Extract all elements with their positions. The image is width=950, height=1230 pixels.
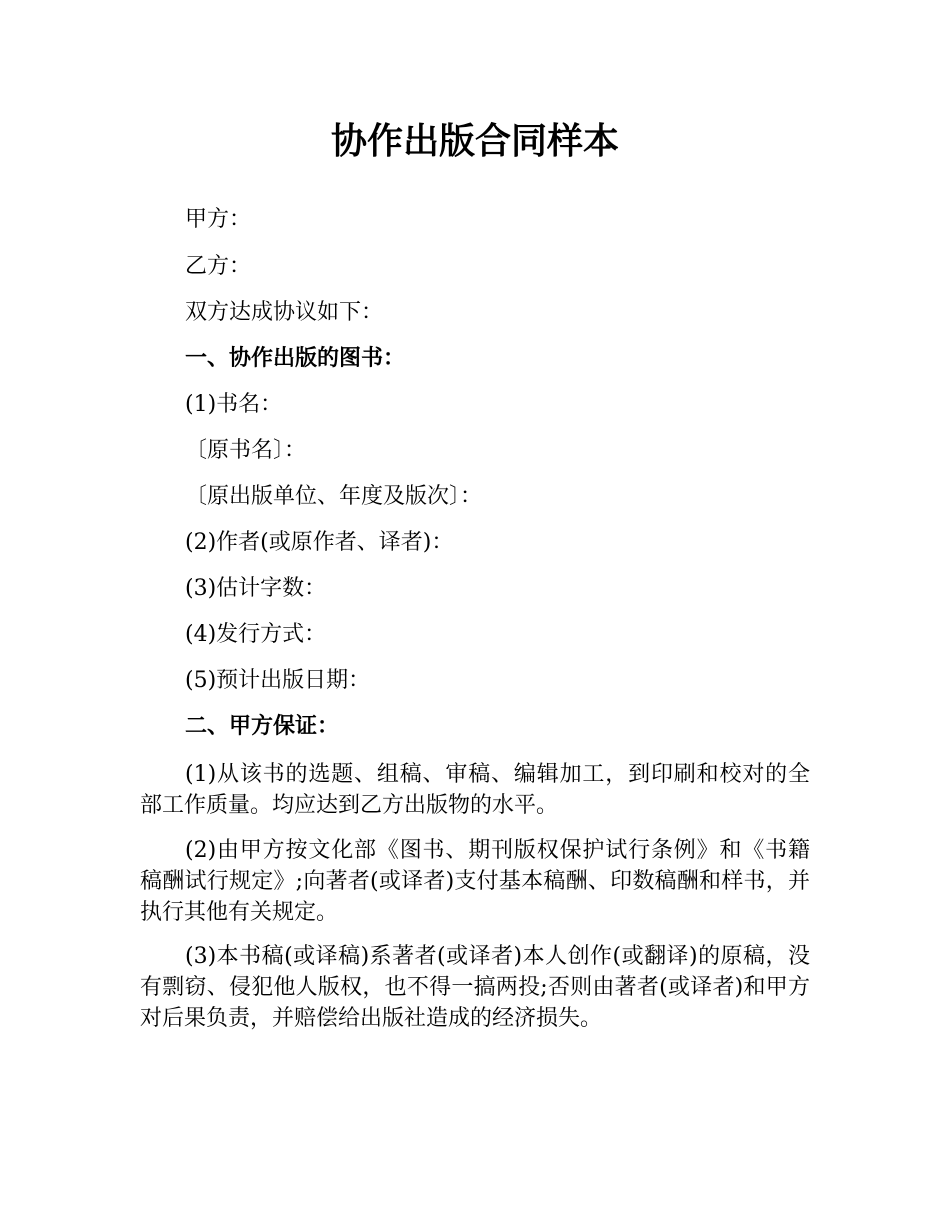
section-1-item-word-count: (3)估计字数： xyxy=(185,576,327,601)
section-2-paragraph: (2)由甲方按文化部《图书、期刊版权保护试行条例》和《书籍稿酬试行规定》;向著者(或译者)支付基本稿酬、印数稿酬和样书，并执行其他有关规定。 xyxy=(140,838,810,925)
party-a-label: 甲方： xyxy=(185,207,252,232)
party-b-label: 乙方： xyxy=(185,254,252,279)
section-1-heading: 一、协作出版的图书： xyxy=(185,346,406,371)
section-1-item-book-name: (1)书名： xyxy=(185,392,283,417)
section-1-item-distribution: (4)发行方式： xyxy=(185,622,327,647)
section-2-paragraph: (1)从该书的选题、组稿、审稿、编辑加工，到印刷和校对的全部工作质量。均应达到乙方出版物的水平。 xyxy=(140,762,810,818)
section-1-item-original-publisher: 〔原出版单位、年度及版次〕： xyxy=(185,484,483,509)
document-title: 协作出版合同样本 xyxy=(330,121,619,162)
section-1-item-original-name: 〔原书名〕： xyxy=(185,438,307,463)
section-1-item-publish-date: (5)预计出版日期： xyxy=(185,668,371,693)
section-2-paragraph: (3)本书稿(或译稿)系著者(或译者)本人创作(或翻译)的原稿，没有剽窃、侵犯他人版权，也不得一搞两投;否则由著者(或译者)和甲方对后果负责，并赔偿给出版社造成的经济损失。 xyxy=(140,944,810,1031)
agreement-intro: 双方达成协议如下： xyxy=(185,300,384,325)
section-2-heading: 二、甲方保证： xyxy=(185,714,340,739)
section-1-item-author: (2)作者(或原作者、译者)： xyxy=(185,530,454,555)
